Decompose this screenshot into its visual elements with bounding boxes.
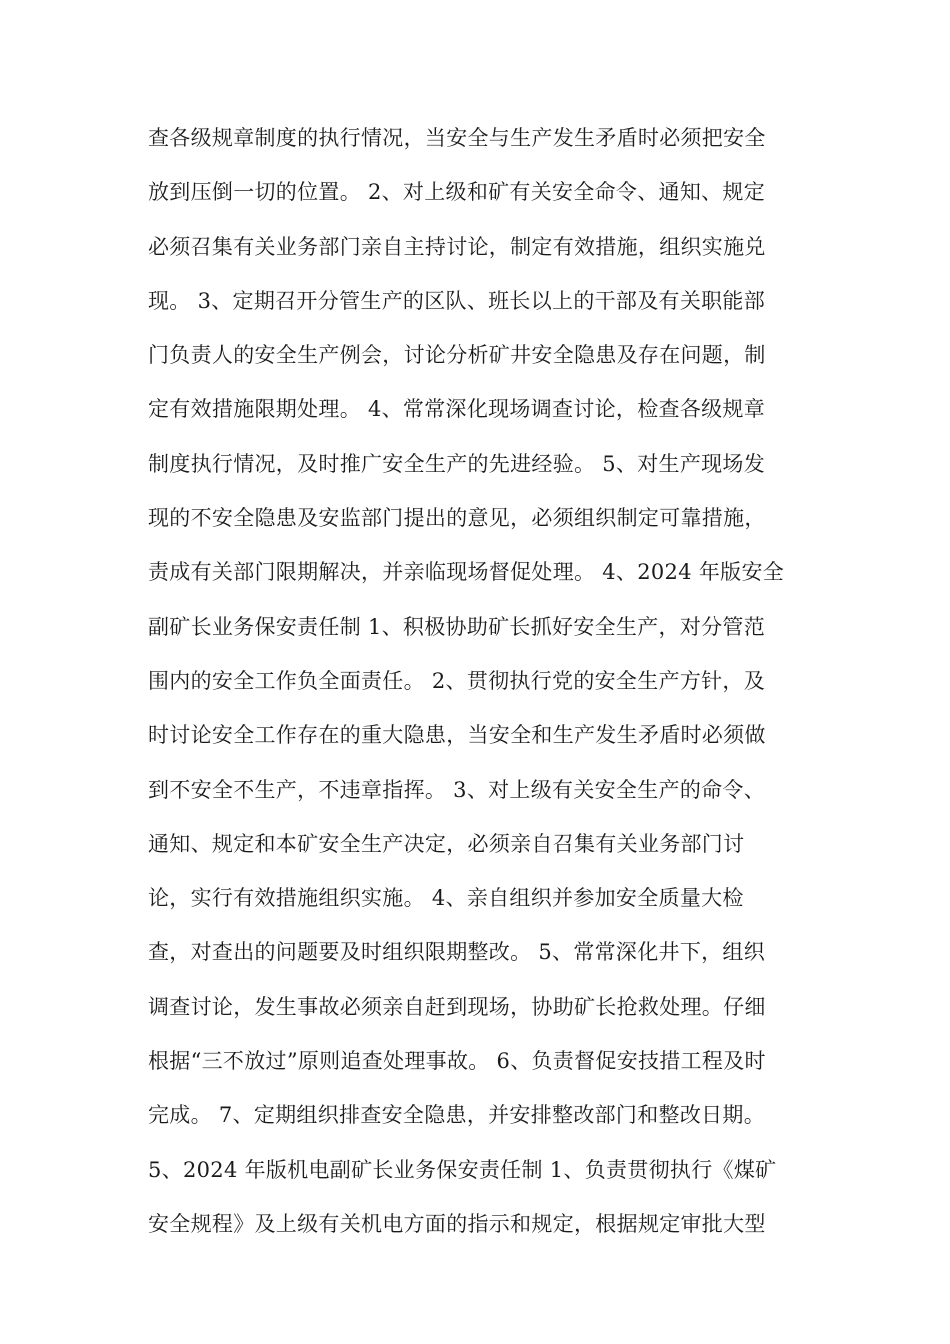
text-line: 调查讨论，发生事故必须亲自赶到现场，协助矿长抢救处理。仔细 xyxy=(148,994,766,1019)
text-line: 必须召集有关业务部门亲自主持讨论，制定有效措施，组织实施兑 xyxy=(148,234,766,259)
text-line: 现。 3、定期召开分管生产的区队、班长以上的干部及有关职能部 xyxy=(148,288,766,313)
body-text xyxy=(148,116,808,1256)
text-line: 制度执行情况，及时推广安全生产的先进经验。 5、对生产现场发 xyxy=(148,451,766,476)
text-line: 责成有关部门限期解决，并亲临现场督促处理。 4、2024 年版安全 xyxy=(148,560,785,585)
text-line: 放到压倒一切的位置。 2、对上级和矿有关安全命令、通知、规定 xyxy=(148,180,766,205)
text-line: 通知、规定和本矿安全生产决定，必须亲自召集有关业务部门讨 xyxy=(148,831,745,856)
text-line: 定有效措施限期处理。 4、常常深化现场调查讨论，检查各级规章 xyxy=(148,397,766,422)
text-line: 到不安全不生产，不违章指挥。 3、对上级有关安全生产的命令、 xyxy=(148,777,766,802)
text-line: 完成。 7、定期组织排查安全隐患，并安排整改部门和整改日期。 xyxy=(148,1103,766,1128)
text-line: 围内的安全工作负全面责任。 2、贯彻执行党的安全生产方针，及 xyxy=(148,668,766,693)
text-line: 查各级规章制度的执行情况，当安全与生产发生矛盾时必须把安全 xyxy=(148,126,766,150)
text-line: 根据“三不放过”原则追查处理事故。 6、负责督促安技措工程及时 xyxy=(148,1049,766,1074)
text-line: 论，实行有效措施组织实施。 4、亲自组织并参加安全质量大检 xyxy=(148,886,744,911)
text-line: 安全规程》及上级有关机电方面的指示和规定，根据规定审批大型 xyxy=(148,1211,766,1236)
text-line: 查，对查出的问题要及时组织限期整改。 5、常常深化井下，组织 xyxy=(148,940,766,965)
text-line: 副矿长业务保安责任制 1、积极协助矿长抓好安全生产，对分管范 xyxy=(148,614,766,639)
text-line: 时讨论安全工作存在的重大隐患，当安全和生产发生矛盾时必须做 xyxy=(148,723,766,748)
text-line: 门负责人的安全生产例会，讨论分析矿井安全隐患及存在问题，制 xyxy=(148,343,766,368)
text-line: 现的不安全隐患及安监部门提出的意见，必须组织制定可靠措施， xyxy=(148,506,766,531)
text-line: 5、2024 年版机电副矿长业务保安责任制 1、负责贯彻执行《煤矿 xyxy=(148,1157,777,1182)
